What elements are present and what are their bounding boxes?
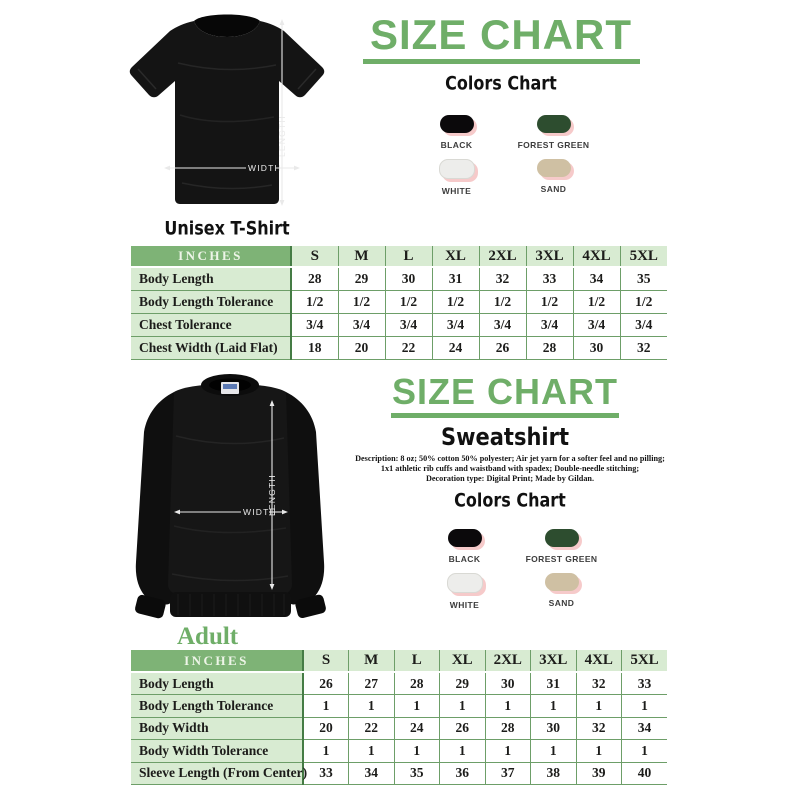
row-label-cell: Body Length	[131, 672, 303, 695]
size-header-cell: 5XL	[620, 246, 667, 267]
value-cell: 1	[394, 695, 440, 718]
size-header-cell: S	[291, 246, 338, 267]
value-cell: 18	[291, 336, 338, 359]
neck-tag-logo-band	[223, 384, 237, 389]
row-label-cell: Body Length	[131, 267, 291, 290]
size-header-cell: 2XL	[485, 650, 531, 672]
value-cell: 28	[485, 717, 531, 740]
table-row	[131, 313, 667, 336]
color-swatch-item	[513, 573, 610, 610]
value-cell: 1/2	[338, 290, 385, 313]
color-swatch-item	[513, 529, 610, 564]
sweatshirt-color-swatches	[416, 529, 610, 610]
size-header-cell: S	[303, 650, 349, 672]
value-cell: 33	[526, 267, 573, 290]
size-header-cell: M	[349, 650, 395, 672]
value-cell: 1/2	[479, 290, 526, 313]
value-cell: 1/2	[526, 290, 573, 313]
value-cell: 34	[349, 762, 395, 785]
tshirt-caption: Unisex T-Shirt	[164, 217, 290, 239]
row-label-cell: Chest Width (Laid Flat)	[131, 336, 291, 359]
sweatshirt-colors-chart-heading-wrap	[360, 489, 660, 509]
value-cell: 32	[479, 267, 526, 290]
size-header-cell: 4XL	[573, 246, 620, 267]
color-swatch-item	[505, 159, 602, 196]
forest-green-color-swatch	[537, 115, 571, 133]
white-color-swatch	[447, 573, 483, 593]
tshirt-size-table	[131, 246, 667, 360]
color-swatch-item	[408, 159, 505, 196]
value-cell: 28	[291, 267, 338, 290]
sweatshirt-width-label: WIDTH	[243, 507, 277, 517]
sweatshirt-length-label: LENGTH	[267, 474, 277, 516]
size-header-cell: XL	[440, 650, 486, 672]
value-cell: 1/2	[385, 290, 432, 313]
swatch-label: WHITE	[441, 186, 472, 196]
table-row	[131, 336, 667, 359]
value-cell: 1	[303, 740, 349, 763]
value-cell: 40	[622, 762, 668, 785]
table-header-row	[131, 650, 667, 672]
color-swatch-item	[408, 115, 505, 150]
sweatshirt-image	[112, 366, 349, 628]
value-cell: 30	[573, 336, 620, 359]
value-cell: 1	[576, 695, 622, 718]
tshirt-color-swatches	[408, 115, 602, 196]
swatch-label: SAND	[540, 184, 567, 194]
value-cell: 3/4	[291, 313, 338, 336]
row-label-cell: Sleeve Length (From Center)	[131, 762, 303, 785]
tshirt-size-chart-title-block	[338, 11, 664, 64]
value-cell: 1	[394, 740, 440, 763]
table-header-row	[131, 246, 667, 267]
tshirt-image	[118, 5, 336, 217]
value-cell: 24	[394, 717, 440, 740]
value-cell: 38	[531, 762, 577, 785]
value-cell: 31	[531, 672, 577, 695]
size-header-cell: XL	[432, 246, 479, 267]
value-cell: 28	[526, 336, 573, 359]
swatch-label: FOREST GREEN	[525, 554, 598, 564]
value-cell: 32	[576, 672, 622, 695]
value-cell: 34	[573, 267, 620, 290]
sweatshirt-description	[345, 454, 675, 485]
value-cell: 20	[338, 336, 385, 359]
row-label-cell: Body Length Tolerance	[131, 290, 291, 313]
value-cell: 1	[622, 740, 668, 763]
value-cell: 26	[440, 717, 486, 740]
value-cell: 1	[622, 695, 668, 718]
value-cell: 3/4	[526, 313, 573, 336]
value-cell: 35	[620, 267, 667, 290]
value-cell: 26	[303, 672, 349, 695]
table-row	[131, 695, 667, 718]
value-cell: 24	[432, 336, 479, 359]
color-swatch-item	[416, 573, 513, 610]
value-cell: 22	[349, 717, 395, 740]
colors-chart-heading: Colors Chart	[445, 72, 557, 94]
size-header-cell: 3XL	[531, 650, 577, 672]
tshirt-length-label: LENGTH	[277, 115, 287, 157]
swatch-label: BLACK	[448, 554, 481, 564]
tshirt-caption-wrap	[118, 217, 336, 237]
value-cell: 1	[440, 740, 486, 763]
swatch-label: BLACK	[440, 140, 473, 150]
value-cell: 26	[479, 336, 526, 359]
white-color-swatch	[439, 159, 475, 179]
size-table	[131, 650, 667, 785]
sand-color-swatch	[537, 159, 571, 177]
value-cell: 33	[622, 672, 668, 695]
black-color-swatch	[448, 529, 482, 547]
value-cell: 1	[303, 695, 349, 718]
row-label-cell: Chest Tolerance	[131, 313, 291, 336]
colors-chart-heading: Colors Chart	[454, 489, 566, 511]
value-cell: 1/2	[291, 290, 338, 313]
black-color-swatch	[440, 115, 474, 133]
size-header-cell: L	[385, 246, 432, 267]
size-header-cell: M	[338, 246, 385, 267]
value-cell: 29	[338, 267, 385, 290]
tshirt-illustration-svg	[118, 5, 336, 217]
units-header-cell: INCHES	[131, 650, 303, 672]
page-title: SIZE CHART	[392, 371, 618, 412]
row-label-cell: Body Length Tolerance	[131, 695, 303, 718]
value-cell: 1/2	[573, 290, 620, 313]
sand-color-swatch	[545, 573, 579, 591]
value-cell: 1	[349, 695, 395, 718]
table-row	[131, 717, 667, 740]
value-cell: 3/4	[385, 313, 432, 336]
value-cell: 3/4	[338, 313, 385, 336]
value-cell: 1/2	[432, 290, 479, 313]
fit-label: Adult	[177, 623, 239, 650]
value-cell: 39	[576, 762, 622, 785]
value-cell: 35	[394, 762, 440, 785]
value-cell: 30	[531, 717, 577, 740]
size-header-cell: 4XL	[576, 650, 622, 672]
tshirt-body-shape	[130, 21, 325, 204]
units-header-cell: INCHES	[131, 246, 291, 267]
sweatshirt-size-table	[131, 650, 667, 785]
row-label-cell: Body Width	[131, 717, 303, 740]
tshirt-width-label: WIDTH	[248, 163, 282, 173]
value-cell: 30	[485, 672, 531, 695]
forest-green-color-swatch	[545, 529, 579, 547]
value-cell: 29	[440, 672, 486, 695]
arrow-right-icon	[294, 166, 300, 171]
arrow-down-icon	[280, 200, 285, 206]
value-cell: 1	[349, 740, 395, 763]
value-cell: 3/4	[432, 313, 479, 336]
color-swatch-item	[505, 115, 602, 150]
description-line: 1x1 athletic rib cuffs and waistband with spadex; Double-needle stitching;	[380, 464, 640, 474]
value-cell: 37	[485, 762, 531, 785]
sweatshirt-subtitle: Sweatshirt	[440, 423, 570, 451]
swatch-label: SAND	[548, 598, 575, 608]
title-underline	[363, 59, 640, 64]
value-cell: 3/4	[479, 313, 526, 336]
value-cell: 22	[385, 336, 432, 359]
value-cell: 30	[385, 267, 432, 290]
sweatshirt-illustration-svg	[112, 366, 349, 628]
size-header-cell: 5XL	[622, 650, 668, 672]
value-cell: 1	[485, 695, 531, 718]
value-cell: 34	[622, 717, 668, 740]
title-underline	[391, 413, 619, 418]
sweatshirt-size-chart-title-block	[342, 371, 668, 418]
value-cell: 33	[303, 762, 349, 785]
value-cell: 1	[440, 695, 486, 718]
value-cell: 31	[432, 267, 479, 290]
arrow-up-icon	[280, 19, 285, 25]
table-row	[131, 267, 667, 290]
table-row	[131, 740, 667, 763]
row-label-cell: Body Width Tolerance	[131, 740, 303, 763]
value-cell: 3/4	[573, 313, 620, 336]
value-cell: 32	[620, 336, 667, 359]
sweatshirt-waistband	[170, 592, 291, 617]
sweatshirt-subtitle-wrap	[358, 423, 652, 451]
value-cell: 36	[440, 762, 486, 785]
description-line: Decoration type: Digital Print; Made by Gildan.	[425, 474, 595, 484]
size-header-cell: 2XL	[479, 246, 526, 267]
table-row	[131, 762, 667, 785]
value-cell: 1	[531, 740, 577, 763]
value-cell: 27	[349, 672, 395, 695]
size-header-cell: L	[394, 650, 440, 672]
value-cell: 1	[531, 695, 577, 718]
size-header-cell: 3XL	[526, 246, 573, 267]
arrow-left-icon	[164, 166, 170, 171]
table-row	[131, 672, 667, 695]
color-swatch-item	[416, 529, 513, 564]
size-table	[131, 246, 667, 360]
tshirt-colors-chart-heading-wrap	[358, 72, 644, 92]
value-cell: 1	[485, 740, 531, 763]
value-cell: 28	[394, 672, 440, 695]
page-title: SIZE CHART	[370, 11, 632, 58]
table-row	[131, 290, 667, 313]
value-cell: 32	[576, 717, 622, 740]
description-line: Description: 8 oz; 50% cotton 50% polyester; Air jet yarn for a softer feel and no pilling;	[355, 454, 665, 463]
value-cell: 1/2	[620, 290, 667, 313]
swatch-label: FOREST GREEN	[517, 140, 590, 150]
value-cell: 3/4	[620, 313, 667, 336]
value-cell: 1	[576, 740, 622, 763]
value-cell: 20	[303, 717, 349, 740]
swatch-label: WHITE	[449, 600, 480, 610]
